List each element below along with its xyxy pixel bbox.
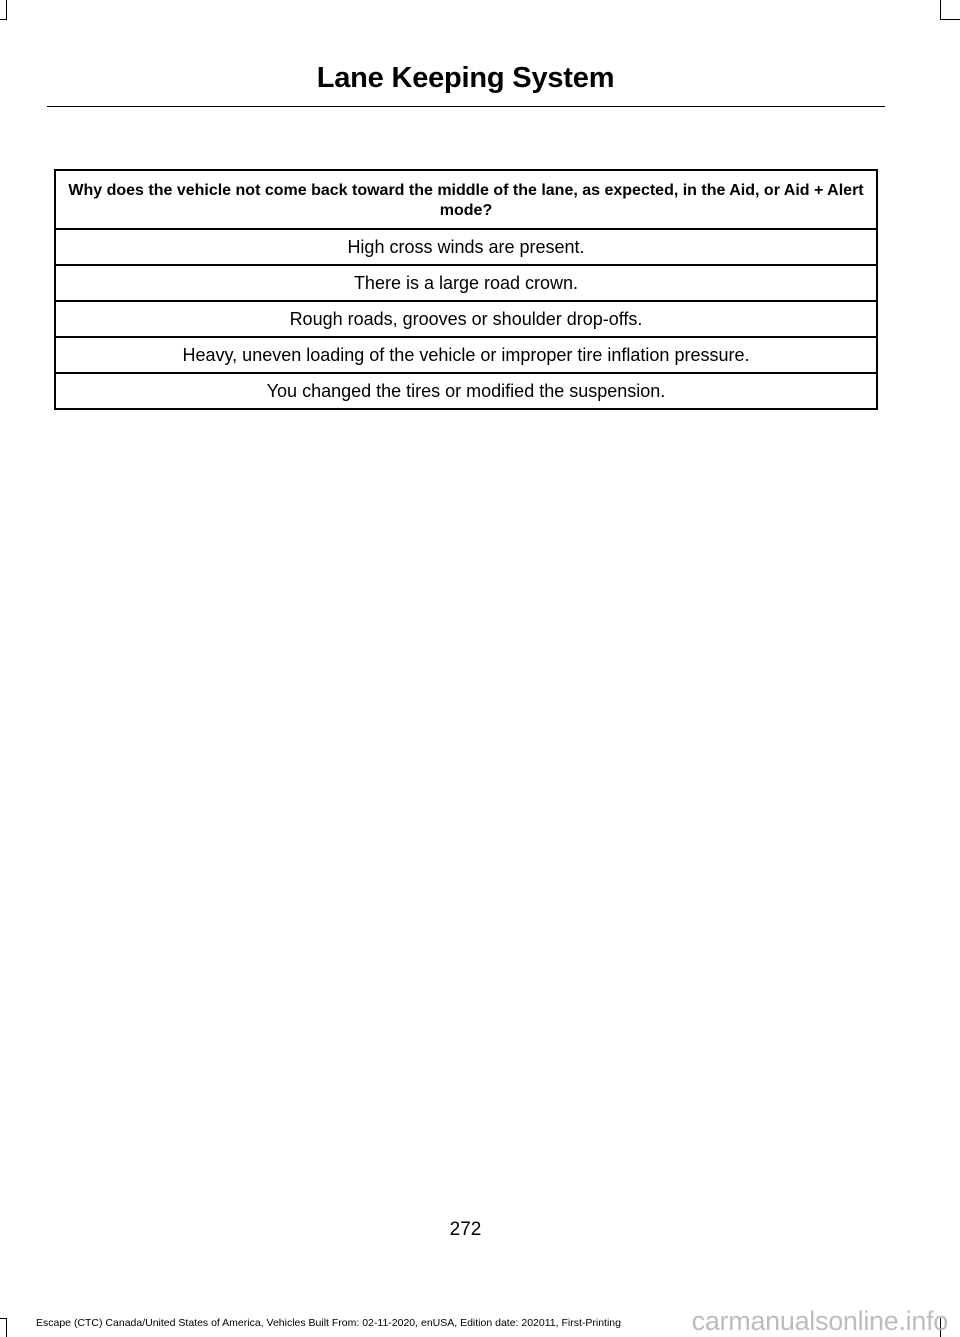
title-divider	[47, 106, 885, 107]
faq-answer: There is a large road crown.	[55, 265, 877, 301]
table-row	[55, 301, 877, 337]
table-row	[55, 337, 877, 373]
table-row	[55, 265, 877, 301]
table-row	[55, 229, 877, 265]
crop-mark-bottom-left-vertical	[6, 1318, 7, 1337]
faq-table	[54, 169, 878, 410]
crop-mark-top-right-vertical	[940, 0, 941, 19]
faq-answer: Heavy, uneven loading of the vehicle or improper tire inflation pressure.	[55, 337, 877, 373]
page-title: Lane Keeping System	[316, 62, 615, 94]
crop-mark-top-right-horizontal	[940, 19, 960, 20]
crop-mark-top-left-vertical	[6, 0, 7, 19]
crop-mark-top-left-horizontal	[0, 19, 7, 20]
faq-answer: You changed the tires or modified the suspension.	[55, 373, 877, 409]
crop-mark-bottom-left-horizontal	[0, 1318, 7, 1319]
table-row	[55, 373, 877, 409]
publication-info: Escape (CTC) Canada/United States of America, Vehicles Built From: 02-11-2020, enUSA, Edition date: 202011, First-Printing	[36, 1317, 621, 1329]
faq-header-row	[55, 170, 877, 229]
faq-answer: Rough roads, grooves or shoulder drop-offs.	[55, 301, 877, 337]
watermark: carmanualsonline.info	[691, 1306, 948, 1336]
faq-question: Why does the vehicle not come back toward the middle of the lane, as expected, in the Aid, or Aid + Alert mode?	[55, 170, 877, 229]
faq-answer: High cross winds are present.	[55, 229, 877, 265]
page-number: 272	[449, 1219, 482, 1240]
